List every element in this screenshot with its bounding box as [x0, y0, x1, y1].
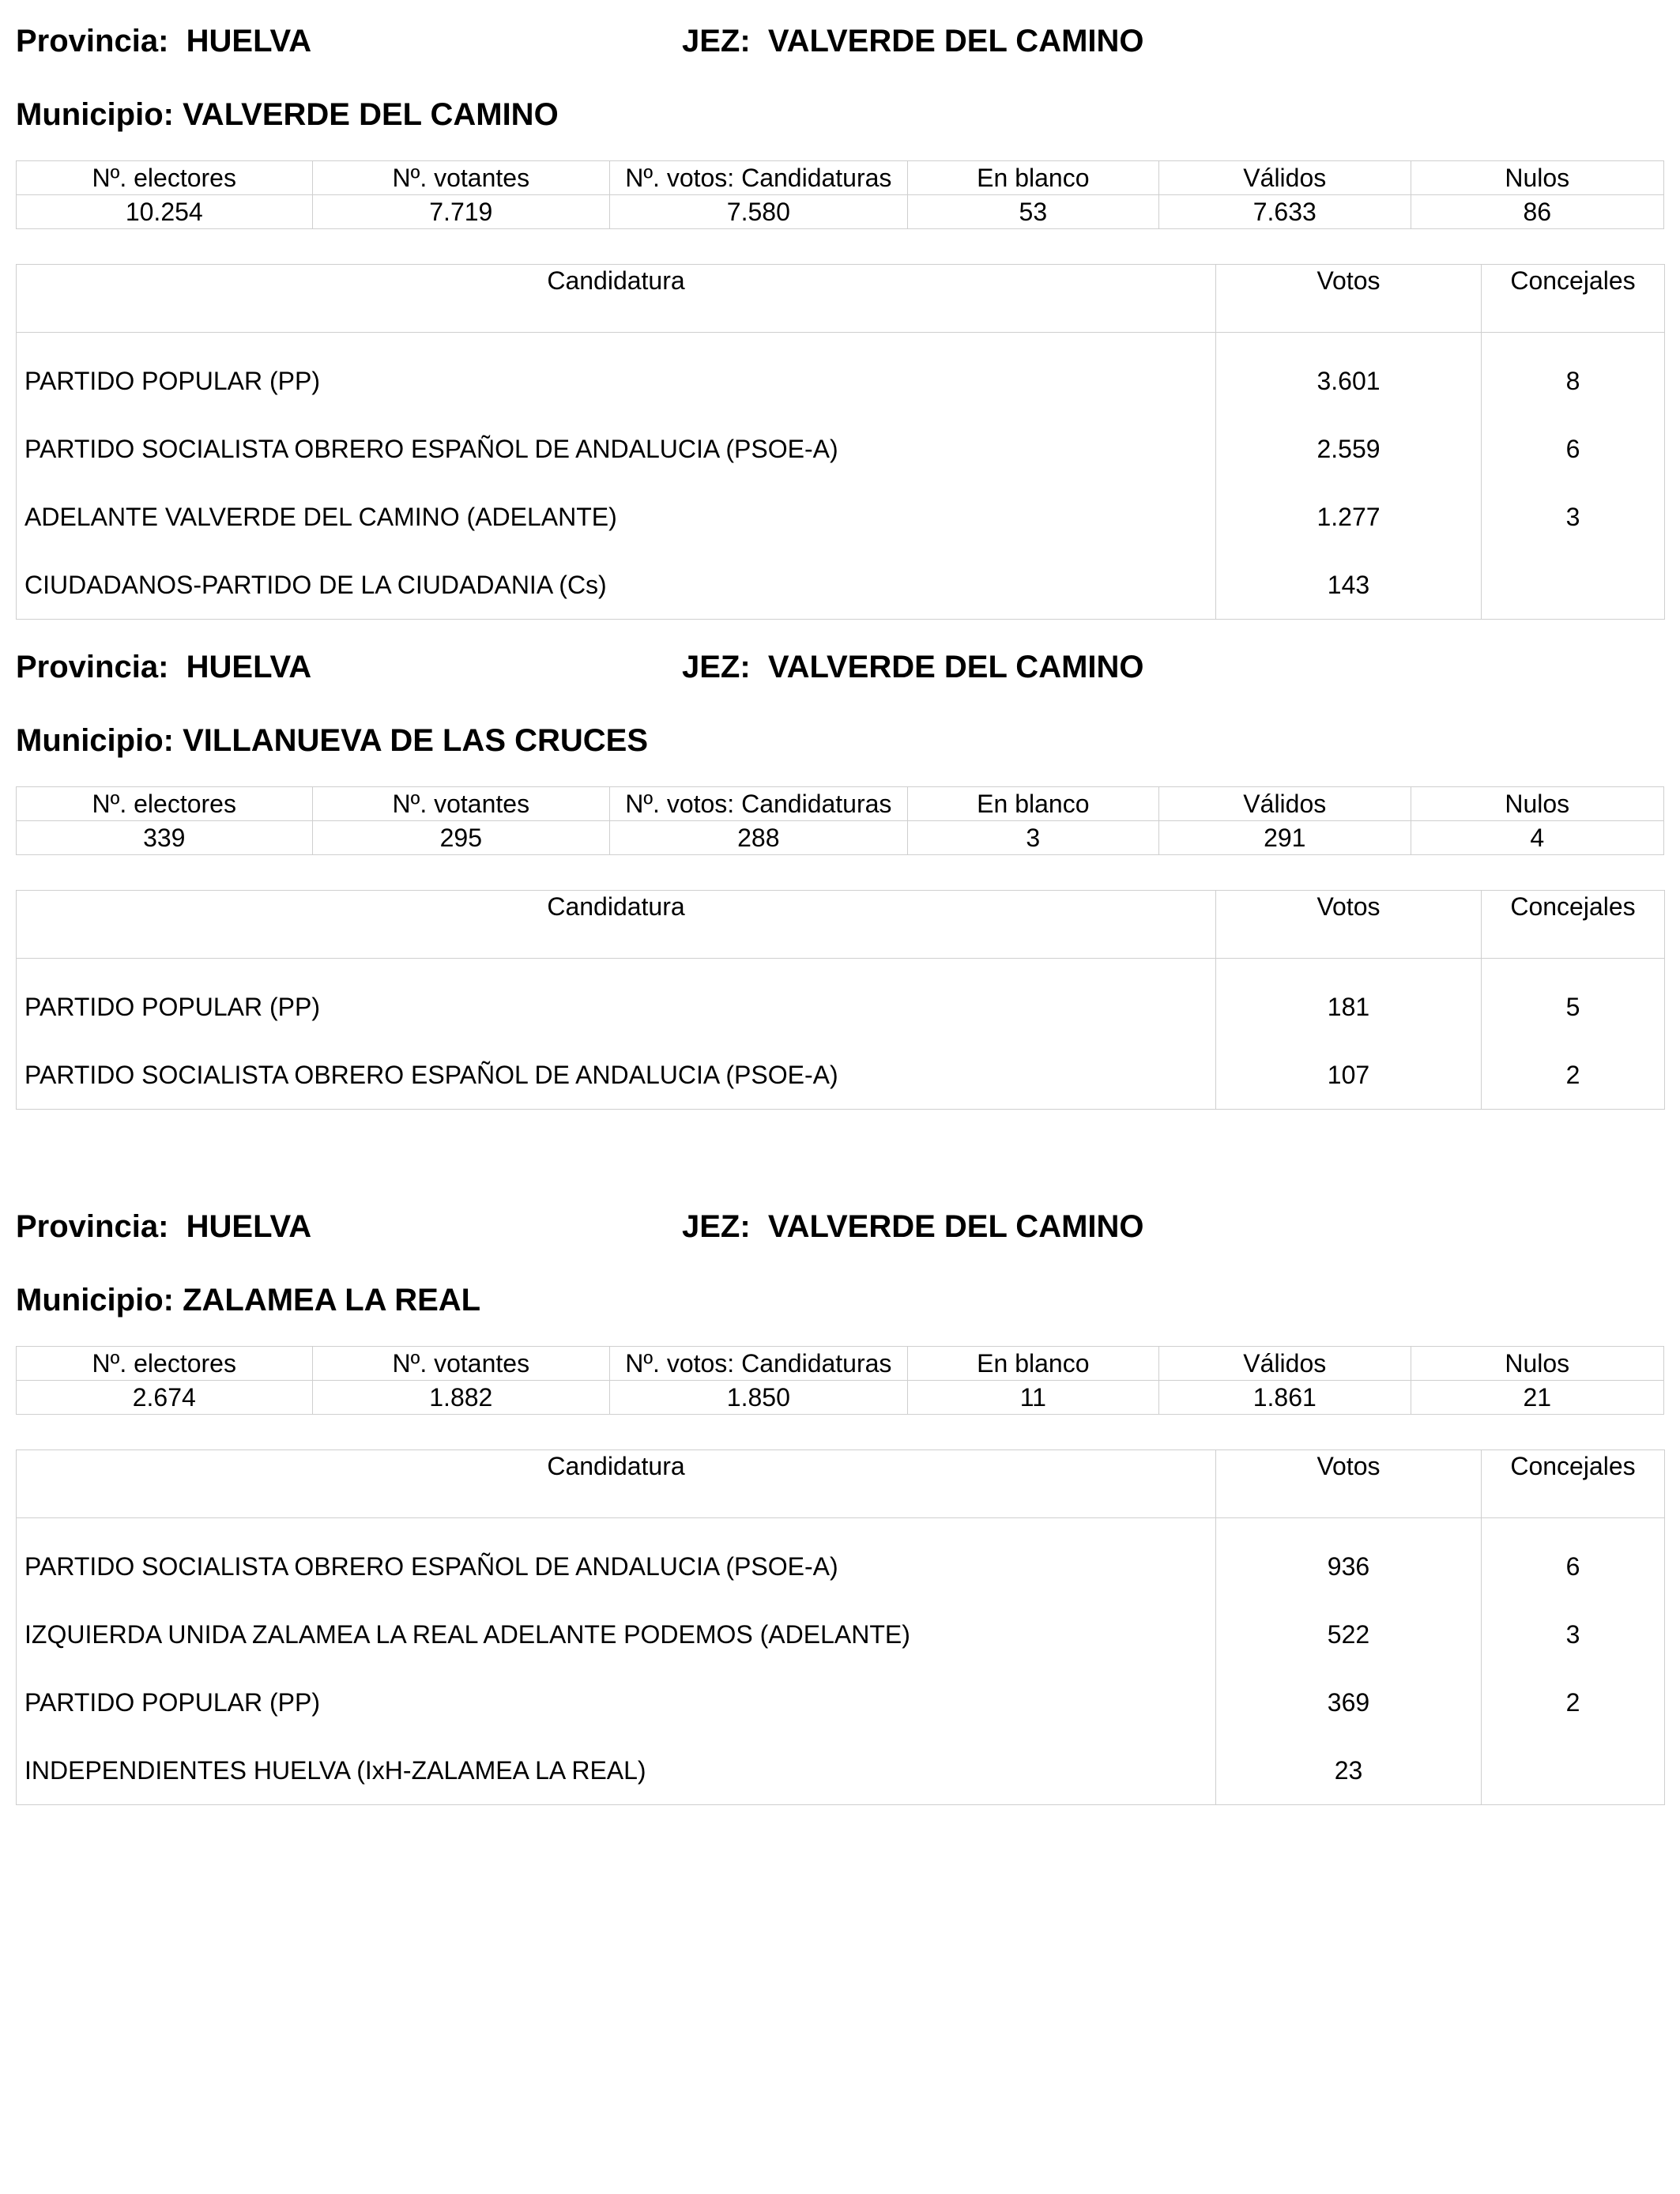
municipio-label: Municipio: [16, 723, 174, 758]
summary-header-cell: Nº. votos: Candidaturas [610, 1347, 908, 1381]
summary-values-row [17, 821, 1664, 855]
municipio-value: ZALAMEA LA REAL [183, 1283, 481, 1318]
summary-header-cell: Válidos [1159, 787, 1411, 821]
candidate-row [17, 1736, 1665, 1805]
candidate-votes: 1.277 [1216, 483, 1482, 551]
municipio-heading [16, 1283, 480, 1318]
candidate-votes: 3.601 [1216, 333, 1482, 416]
candidate-name: PARTIDO POPULAR (PP) [17, 1668, 1216, 1736]
summary-header-row [17, 1347, 1664, 1381]
summary-table [16, 1346, 1664, 1415]
candidates-header-cell: Candidatura [17, 1450, 1216, 1518]
provincia-value: HUELVA [186, 1209, 312, 1244]
candidate-seats: 2 [1482, 1041, 1665, 1110]
candidate-seats: 3 [1482, 1600, 1665, 1668]
jez-heading [682, 650, 1144, 685]
municipio-label: Municipio: [16, 1283, 174, 1318]
candidate-row [17, 333, 1665, 416]
candidate-seats: 8 [1482, 333, 1665, 416]
provincia-heading [16, 1209, 311, 1245]
jez-label: JEZ: [682, 24, 751, 58]
candidate-seats [1482, 551, 1665, 620]
jez-value: VALVERDE DEL CAMINO [767, 24, 1144, 58]
summary-value-cell: 86 [1411, 195, 1664, 229]
candidate-votes: 107 [1216, 1041, 1482, 1110]
summary-value-cell: 1.882 [312, 1381, 610, 1415]
candidate-row [17, 551, 1665, 620]
summary-table [16, 160, 1664, 229]
candidates-table [16, 264, 1665, 620]
candidate-row [17, 1600, 1665, 1668]
candidate-name: INDEPENDIENTES HUELVA (IxH-ZALAMEA LA REAL) [17, 1736, 1216, 1805]
candidates-header-cell: Votos [1216, 891, 1482, 959]
candidates-header-cell: Votos [1216, 265, 1482, 333]
candidates-header-row [17, 1450, 1665, 1518]
provincia-heading [16, 24, 311, 59]
jez-value: VALVERDE DEL CAMINO [767, 650, 1144, 684]
candidate-row [17, 1041, 1665, 1110]
candidate-name: PARTIDO SOCIALISTA OBRERO ESPAÑOL DE ANDALUCIA (PSOE-A) [17, 415, 1216, 483]
provincia-heading [16, 650, 311, 685]
candidate-name: CIUDADANOS-PARTIDO DE LA CIUDADANIA (Cs) [17, 551, 1216, 620]
summary-value-cell: 291 [1159, 821, 1411, 855]
candidate-row [17, 1518, 1665, 1601]
summary-value-cell: 21 [1411, 1381, 1664, 1415]
summary-value-cell: 11 [907, 1381, 1158, 1415]
summary-value-cell: 2.674 [17, 1381, 313, 1415]
summary-value-cell: 4 [1411, 821, 1664, 855]
candidates-header-cell: Concejales [1482, 891, 1665, 959]
summary-header-cell: Nº. votantes [312, 161, 610, 195]
candidate-votes: 23 [1216, 1736, 1482, 1805]
summary-value-cell: 1.861 [1159, 1381, 1411, 1415]
jez-value: VALVERDE DEL CAMINO [767, 1209, 1144, 1244]
summary-values-row [17, 1381, 1664, 1415]
candidate-votes: 522 [1216, 1600, 1482, 1668]
candidate-votes: 2.559 [1216, 415, 1482, 483]
candidate-seats: 5 [1482, 959, 1665, 1042]
summary-header-cell: En blanco [907, 1347, 1158, 1381]
summary-value-cell: 3 [907, 821, 1158, 855]
candidate-seats: 6 [1482, 1518, 1665, 1601]
summary-value-cell: 1.850 [610, 1381, 908, 1415]
summary-value-cell: 288 [610, 821, 908, 855]
candidates-header-row [17, 891, 1665, 959]
jez-heading [682, 1209, 1144, 1245]
provincia-value: HUELVA [186, 24, 312, 58]
candidate-row [17, 1668, 1665, 1736]
provincia-label: Provincia: [16, 1209, 169, 1244]
municipio-value: VILLANUEVA DE LAS CRUCES [183, 723, 649, 758]
municipio-label: Municipio: [16, 97, 174, 132]
candidate-name: PARTIDO POPULAR (PP) [17, 959, 1216, 1042]
summary-value-cell: 10.254 [17, 195, 313, 229]
candidate-seats: 2 [1482, 1668, 1665, 1736]
jez-label: JEZ: [682, 1209, 751, 1244]
summary-header-cell: Nº. electores [17, 1347, 313, 1381]
candidates-header-cell: Concejales [1482, 265, 1665, 333]
summary-values-row [17, 195, 1664, 229]
candidate-votes: 181 [1216, 959, 1482, 1042]
summary-value-cell: 7.633 [1159, 195, 1411, 229]
candidate-seats [1482, 1736, 1665, 1805]
summary-value-cell: 295 [312, 821, 610, 855]
summary-header-cell: Nº. electores [17, 787, 313, 821]
candidate-seats: 3 [1482, 483, 1665, 551]
summary-header-row [17, 787, 1664, 821]
candidate-votes: 143 [1216, 551, 1482, 620]
summary-table [16, 786, 1664, 855]
candidate-name: IZQUIERDA UNIDA ZALAMEA LA REAL ADELANTE PODEMOS (ADELANTE) [17, 1600, 1216, 1668]
summary-header-cell: Nº. votos: Candidaturas [610, 787, 908, 821]
summary-value-cell: 7.719 [312, 195, 610, 229]
summary-value-cell: 53 [907, 195, 1158, 229]
provincia-label: Provincia: [16, 24, 169, 58]
summary-header-cell: Nulos [1411, 161, 1664, 195]
candidate-row [17, 959, 1665, 1042]
municipio-heading [16, 723, 648, 759]
summary-header-cell: Nº. electores [17, 161, 313, 195]
candidates-table [16, 890, 1665, 1110]
candidate-name: PARTIDO POPULAR (PP) [17, 333, 1216, 416]
summary-header-cell: Nulos [1411, 787, 1664, 821]
provincia-label: Provincia: [16, 650, 169, 684]
candidate-votes: 369 [1216, 1668, 1482, 1736]
candidate-votes: 936 [1216, 1518, 1482, 1601]
summary-header-row [17, 161, 1664, 195]
candidates-header-cell: Votos [1216, 1450, 1482, 1518]
summary-header-cell: En blanco [907, 787, 1158, 821]
candidates-header-cell: Candidatura [17, 891, 1216, 959]
municipio-heading [16, 97, 559, 133]
summary-header-cell: Válidos [1159, 1347, 1411, 1381]
summary-value-cell: 7.580 [610, 195, 908, 229]
summary-header-cell: Nulos [1411, 1347, 1664, 1381]
candidates-header-cell: Concejales [1482, 1450, 1665, 1518]
summary-header-cell: Nº. votantes [312, 787, 610, 821]
provincia-value: HUELVA [186, 650, 312, 684]
candidate-seats: 6 [1482, 415, 1665, 483]
summary-header-cell: En blanco [907, 161, 1158, 195]
candidate-row [17, 483, 1665, 551]
candidates-header-cell: Candidatura [17, 265, 1216, 333]
summary-header-cell: Válidos [1159, 161, 1411, 195]
jez-heading [682, 24, 1144, 59]
candidate-row [17, 415, 1665, 483]
summary-header-cell: Nº. votantes [312, 1347, 610, 1381]
candidate-name: PARTIDO SOCIALISTA OBRERO ESPAÑOL DE ANDALUCIA (PSOE-A) [17, 1518, 1216, 1601]
municipio-value: VALVERDE DEL CAMINO [183, 97, 559, 132]
summary-header-cell: Nº. votos: Candidaturas [610, 161, 908, 195]
jez-label: JEZ: [682, 650, 751, 684]
candidate-name: PARTIDO SOCIALISTA OBRERO ESPAÑOL DE ANDALUCIA (PSOE-A) [17, 1041, 1216, 1110]
summary-value-cell: 339 [17, 821, 313, 855]
candidates-header-row [17, 265, 1665, 333]
candidates-table [16, 1449, 1665, 1805]
candidate-name: ADELANTE VALVERDE DEL CAMINO (ADELANTE) [17, 483, 1216, 551]
